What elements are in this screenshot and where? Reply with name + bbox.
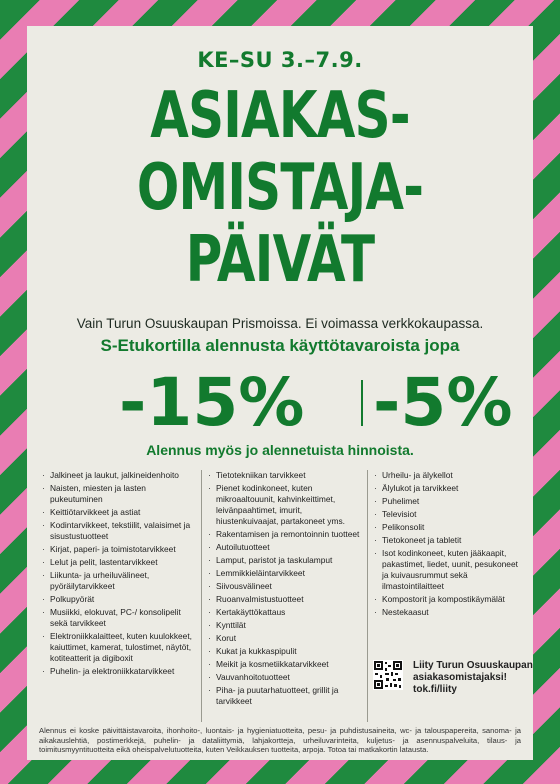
list-item: · Polkupyörät: [41, 594, 199, 605]
list-item: · Tietokoneet ja tabletit: [373, 535, 523, 546]
title-line-2: OMISTAJA-: [136, 151, 424, 225]
discount-5: -5%: [373, 364, 513, 441]
list-item: · Televisiot: [373, 509, 523, 520]
list-item: · Vauvanhoitotuotteet: [207, 672, 365, 683]
list-item: · Kirjat, paperi- ja toimistotarvikkeet: [41, 544, 199, 555]
list-item: · Naisten, miesten ja lasten pukeutuminen: [41, 483, 199, 505]
list-item: · Keittiötarvikkeet ja astiat: [41, 507, 199, 518]
poster-panel: [27, 26, 533, 760]
list-item: · Rakentamisen ja remontoinnin tuotteet: [207, 529, 365, 540]
list-item: · Älylukot ja tarvikkeet: [373, 483, 523, 494]
list-item: · Urheilu- ja älykellot: [373, 470, 523, 481]
promo-link[interactable]: tok.fi/liity: [413, 684, 457, 695]
discount-divider: [361, 380, 363, 426]
list-item: · Meikit ja kosmetiikkatarvikkeet: [207, 659, 365, 670]
list-item: · Siivousvälineet: [207, 581, 365, 592]
list-item: · Jalkineet ja laukut, jalkineidenhoito: [41, 470, 199, 481]
title-line-1: ASIAKAS-: [150, 79, 410, 153]
list-item: · Pienet kodinkoneet, kuten mikroaaltouunit, kahvinkeittimet, leivänpaahtimet, imurit, hiustenkuivaajat, partakoneet yms.: [207, 483, 365, 527]
list-item: · Nestekaasut: [373, 607, 523, 618]
product-column-3: [373, 470, 523, 620]
list-item: · Isot kodinkoneet, kuten jääkaapit, pakastimet, liedet, uunit, pesukoneet ja kuivausrummut sekä ilmastointilaitteet: [373, 548, 523, 592]
title-line-3: PÄIVÄT: [185, 223, 375, 297]
list-item: · Puhelimet: [373, 496, 523, 507]
event-dates: KE–SU 3.–7.9.: [197, 48, 363, 72]
list-item: · Kynttilät: [207, 620, 365, 631]
list-item: · Tietotekniikan tarvikkeet: [207, 470, 365, 481]
list-item: · Elektroniikkalaitteet, kuten kuulokkeet, kaiuttimet, kamerat, tulostimet, näytöt, kotiteatterit ja digiboxit: [41, 631, 199, 664]
list-item: · Kompostorit ja kompostikäymälät: [373, 594, 523, 605]
list-item: · Musiikki, elokuvat, PC-/ konsolipelit sekä tarvikkeet: [41, 607, 199, 629]
promo-line-1: Liity Turun Osuuskaupan: [413, 660, 533, 671]
event-title: [83, 80, 478, 296]
list-item: · Korut: [207, 633, 365, 644]
list-item: · Lelut ja pelit, lastentarvikkeet: [41, 557, 199, 568]
list-item: · Lamput, paristot ja taskulamput: [207, 555, 365, 566]
product-column-1: [41, 470, 199, 679]
list-item: · Ruoanvalmistustuotteet: [207, 594, 365, 605]
list-item: · Kertakäyttökattaus: [207, 607, 365, 618]
list-item: · Kukat ja kukkaspipulit: [207, 646, 365, 657]
disclaimer: Alennus ei koske päivittäistavaroita, ihonhoito-, luontais- ja hygieniatuotteita, pesu- ja puhdistusaineita, wc- ja talouspapereita, sanoma- ja aikakauslehtiä, postimerkkejä, puhelin- ja dataliittymiä, lahjakortteja, urheiluvarinteita, kuljetus- ja asennuspalveluita, tilaus- ja toimitusmyyntituotteita eikä oheispalvelutuotteita, kuten Veikkauksen tuotteita, arpoja. Totoa tai matkakortin latausta.: [39, 726, 521, 754]
list-item: · Piha- ja puutarhatuotteet, grillit ja tarvikkeet: [207, 685, 365, 707]
list-item: · Pelikonsolit: [373, 522, 523, 533]
discount-headline: S-Etukortilla alennusta käyttötavaroista jopa: [100, 336, 460, 355]
qr-code-icon[interactable]: [373, 660, 403, 690]
promo-line-2: asiakasomistajaksi!: [413, 672, 507, 683]
discount-15: -15%: [119, 364, 305, 441]
list-item: · Liikunta- ja urheiluvälineet, pyöräilytarvikkeet: [41, 570, 199, 592]
store-restriction: Vain Turun Osuuskaupan Prismoissa. Ei voimassa verkkokaupassa.: [76, 316, 484, 331]
discount-note: Alennus myös jo alennetuista hinnoista.: [146, 442, 414, 458]
list-item: · Autoilutuotteet: [207, 542, 365, 553]
list-item: · Lemmikkieläintarvikkeet: [207, 568, 365, 579]
list-item: · Kodintarvikkeet, tekstiilit, valaisimet ja sisustustuotteet: [41, 520, 199, 542]
product-column-2: [207, 470, 365, 709]
list-item: · Puhelin- ja elektroniikkatarvikkeet: [41, 666, 199, 677]
membership-promo: [413, 660, 533, 696]
